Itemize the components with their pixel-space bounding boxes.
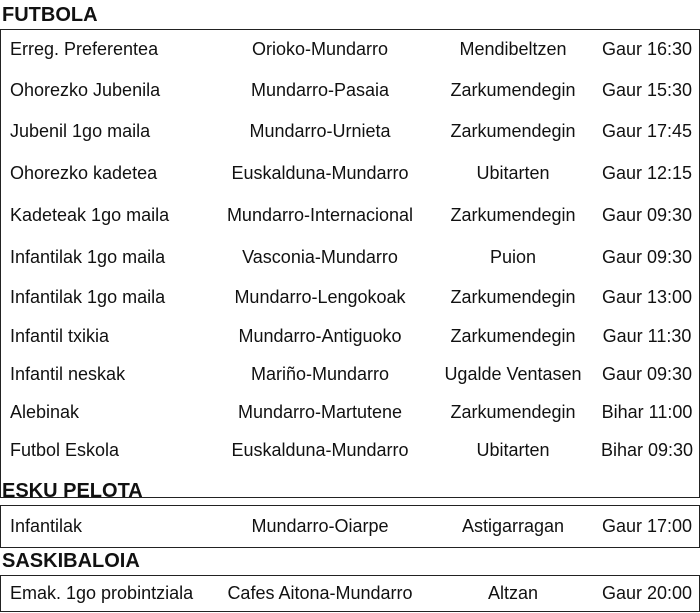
match-cell: Euskalduna-Mundarro (231, 440, 409, 460)
category-cell: Infantilak 1go maila (10, 287, 166, 307)
time-cell: Bihar 09:30 (600, 440, 694, 460)
match-cell: Mundarro-Antiguoko (238, 325, 402, 346)
venue-cell: Ubitarten (476, 440, 550, 460)
category-cell: Erreg. Preferentea (10, 39, 159, 59)
table-row (1, 394, 699, 431)
time-cell: Bihar 11:00 (601, 402, 693, 422)
venue-cell: Altzan (487, 582, 539, 603)
time-cell: Gaur 12:15 (601, 162, 693, 183)
table-row (1, 278, 699, 317)
category-cell: Ohorezko kadetea (10, 162, 158, 183)
category-cell: Alebinak (10, 402, 80, 422)
match-cell: Orioko-Mundarro (251, 39, 389, 59)
section-title-saskibaloia: SASKIBALOIA (0, 548, 700, 576)
time-cell: Gaur 17:00 (601, 515, 693, 536)
table-row (1, 576, 699, 610)
category-cell: Ohorezko Jubenila (10, 79, 161, 100)
match-cell: Mundarro-Pasaia (250, 79, 390, 100)
venue-cell: Zarkumendegin (450, 79, 576, 100)
time-cell: Gaur 17:45 (601, 121, 693, 141)
category-cell: Jubenil 1go maila (10, 121, 151, 141)
category-cell: Infantil neskak (10, 364, 126, 384)
category-cell: Kadeteak 1go maila (10, 205, 170, 225)
category-cell: Infantilak (10, 515, 83, 536)
table-row (1, 111, 699, 152)
venue-cell: Astigarragan (461, 515, 565, 536)
venue-cell: Zarkumendegin (450, 205, 576, 225)
venue-cell: Zarkumendegin (450, 121, 576, 141)
time-cell: Gaur 16:30 (601, 39, 693, 59)
table-row (1, 30, 699, 69)
table-row (1, 506, 699, 546)
match-cell: Mundarro-Urnieta (249, 121, 391, 141)
section-title-esku-pelota: ESKU PELOTA (0, 478, 700, 506)
time-cell: Gaur 20:00 (601, 582, 693, 603)
match-cell: Mundarro-Oiarpe (251, 515, 389, 536)
table-saskibaloia (0, 576, 700, 612)
table-row (1, 431, 699, 470)
category-cell: Emak. 1go probintziala (10, 582, 194, 603)
category-cell: Infantilak 1go maila (10, 247, 166, 267)
venue-cell: Ugalde Ventasen (444, 364, 582, 384)
category-cell: Futbol Eskola (10, 440, 120, 460)
time-cell: Gaur 09:30 (601, 205, 693, 225)
match-cell: Mariño-Mundarro (250, 364, 390, 384)
venue-cell: Zarkumendegin (450, 325, 576, 346)
table-row (1, 152, 699, 194)
match-cell: Mundarro-Lengokoak (234, 287, 406, 307)
venue-cell: Puion (489, 247, 537, 267)
time-cell: Gaur 09:30 (601, 247, 693, 267)
table-row (1, 237, 699, 278)
time-cell: Gaur 11:30 (602, 325, 692, 346)
match-cell: Vasconia-Mundarro (242, 247, 398, 267)
table-row (1, 194, 699, 237)
table-esku-pelota (0, 506, 700, 548)
venue-cell: Zarkumendegin (450, 287, 576, 307)
section-title-futbola: FUTBOLA (0, 2, 700, 30)
time-cell: Gaur 09:30 (601, 364, 693, 384)
table-row (1, 317, 699, 355)
match-cell: Mundarro-Internacional (226, 205, 414, 225)
table-row (1, 69, 699, 111)
category-cell: Infantil txikia (10, 325, 110, 346)
match-cell: Euskalduna-Mundarro (231, 162, 409, 183)
venue-cell: Ubitarten (476, 162, 550, 183)
venue-cell: Zarkumendegin (450, 402, 576, 422)
time-cell: Gaur 13:00 (601, 287, 693, 307)
time-cell: Gaur 15:30 (601, 79, 693, 100)
table-futbola (0, 30, 700, 498)
match-cell: Cafes Aitona-Mundarro (227, 582, 413, 603)
venue-cell: Mendibeltzen (459, 39, 567, 59)
table-row (1, 355, 699, 394)
match-cell: Mundarro-Martutene (237, 402, 403, 422)
